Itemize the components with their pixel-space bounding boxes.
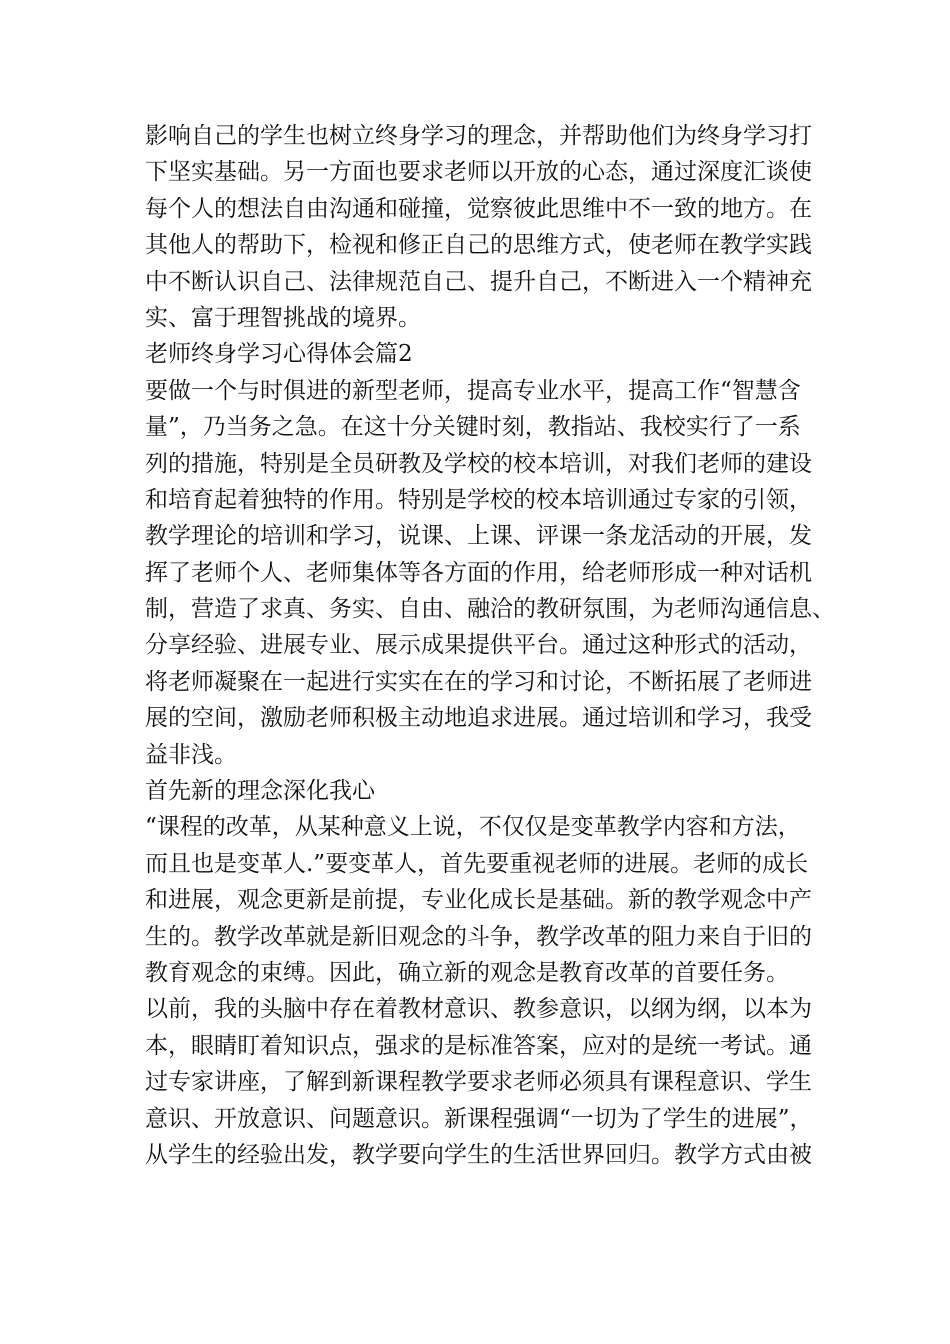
text-line: 而且也是变革人.”要变革人，首先要重视老师的进展。老师的成长 xyxy=(145,850,809,877)
text-line: 制，营造了求真、务实、自由、融洽的教研氛围，为老师沟通信息、 xyxy=(145,596,835,623)
text-line: 过专家讲座，了解到新课程教学要求老师必须具有课程意识、学生 xyxy=(145,1069,812,1096)
text-line: 和进展，观念更新是前提，专业化成长是基础。新的教学观念中产 xyxy=(145,887,812,914)
text-line: 和培育起着独特的作用。特别是学校的校本培训通过专家的引领， xyxy=(145,486,812,513)
text-line: “课程的改革，从某种意义上说，不仅仅是变革教学内容和方法， xyxy=(145,814,801,841)
text-line: 将老师凝聚在一起进行实实在在的学习和讨论，不断拓展了老师进 xyxy=(145,668,812,695)
text-line: 益非浅。 xyxy=(145,741,237,768)
text-line: 列的措施，特别是全员研教及学校的校本培训，对我们老师的建设 xyxy=(145,450,812,477)
text-line: 教育观念的束缚。因此，确立新的观念是教育改革的首要任务。 xyxy=(145,959,789,986)
text-line: 首先新的理念深化我心 xyxy=(145,778,375,805)
text-line: 挥了老师个人、老师集体等各方面的作用，给老师形成一种对话机 xyxy=(145,559,812,586)
text-line: 中不断认识自己、法律规范自己、提升自己，不断进入一个精神充 xyxy=(145,268,812,295)
text-line: 影响自己的学生也树立终身学习的理念，并帮助他们为终身学习打 xyxy=(145,123,812,149)
text-line: 实、富于理智挑战的境界。 xyxy=(145,304,421,331)
text-line: 分享经验、进展专业、展示成果提供平台。通过这种形式的活动， xyxy=(145,632,812,659)
text-line: 本，眼睛盯着知识点，强求的是标准答案，应对的是统一考试。通 xyxy=(145,1032,812,1059)
document-body xyxy=(145,118,835,1173)
text-line: 老师终身学习心得体会篇2 xyxy=(145,341,413,368)
text-line: 意识、开放意识、问题意识。新课程强调“一切为了学生的进展”， xyxy=(145,1105,813,1132)
text-line: 其他人的帮助下，检视和修正自己的思维方式，使老师在教学实践 xyxy=(145,232,812,259)
text-line: 教学理论的培训和学习，说课、上课、评课一条龙活动的开展，发 xyxy=(145,523,812,550)
text-line: 从学生的经验出发，教学要向学生的生活世界回归。教学方式由被 xyxy=(145,1141,812,1168)
text-line: 生的。教学改革就是新旧观念的斗争，教学改革的阻力来自于旧的 xyxy=(145,923,812,950)
text-line: 展的空间，激励老师积极主动地追求进展。通过培训和学习，我受 xyxy=(145,705,812,732)
text-line: 每个人的想法自由沟通和碰撞，觉察彼此思维中不一致的地方。在 xyxy=(145,195,812,222)
text-line: 要做一个与时俱进的新型老师，提高专业水平，提高工作“智慧含 xyxy=(145,377,801,404)
text-line: 量”，乃当务之急。在这十分关键时刻，教指站、我校实行了一系 xyxy=(145,414,801,441)
text-line: 以前，我的头脑中存在着教材意识、教参意识，以纲为纲，以本为 xyxy=(145,996,812,1023)
text-line: 下坚实基础。另一方面也要求老师以开放的心态，通过深度汇谈使 xyxy=(145,159,812,186)
